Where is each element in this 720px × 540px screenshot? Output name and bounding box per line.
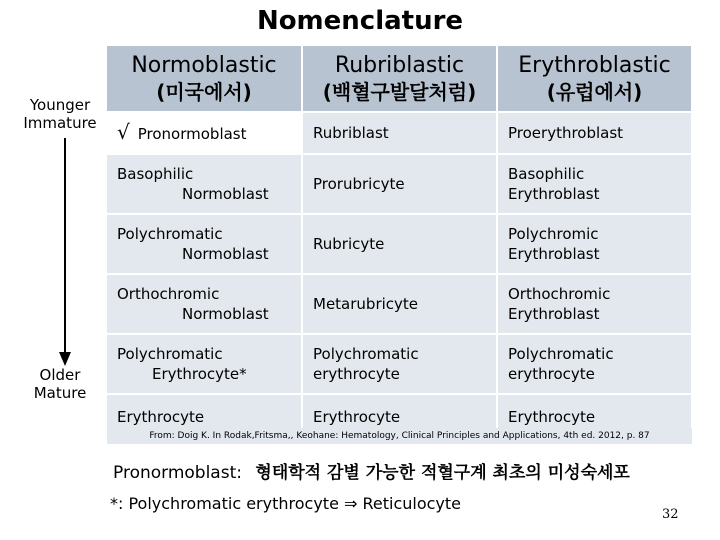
- page-number: 32: [662, 507, 679, 522]
- table-cell: [302, 214, 497, 274]
- cell-line1: Rubriblast: [313, 124, 389, 142]
- cell-line1: Prorubricyte: [313, 175, 405, 193]
- pronormoblast-note-label: Pronormoblast:: [113, 463, 242, 483]
- cell-line2: Erythroblast: [508, 185, 600, 203]
- cell-line1: Polychromatic: [117, 225, 223, 243]
- header-normoblastic: [107, 46, 302, 112]
- cell-line2: Normoblast: [182, 305, 269, 323]
- table-cell: [302, 112, 497, 154]
- cell-line1: Polychromatic: [508, 345, 614, 363]
- cell-line1: Polychromic: [508, 225, 599, 243]
- immature-label: Immature: [23, 114, 97, 132]
- table-row: [107, 112, 692, 154]
- cell-line1: Orthochromic: [117, 285, 220, 303]
- cell-line2: erythrocyte: [313, 365, 400, 383]
- table-cell: [302, 154, 497, 214]
- cell-line2: Normoblast: [182, 245, 269, 263]
- cell-line2: Erythroblast: [508, 245, 600, 263]
- asterisk-note: *: Polychromatic erythrocyte ⇒ Reticulocyte: [110, 494, 461, 513]
- header-rubriblastic: [302, 46, 497, 112]
- table-row: [107, 214, 692, 274]
- page-title: Nomenclature: [256, 6, 464, 36]
- table-cell: [107, 334, 302, 394]
- header-sub: (백혈구발달처럼): [322, 79, 477, 104]
- cell-line1: Basophilic: [117, 165, 194, 183]
- table-row: [107, 154, 692, 214]
- cell-line1: Erythrocyte: [313, 408, 401, 426]
- maturation-arrow-icon: [55, 138, 75, 368]
- table-cell: [107, 112, 302, 154]
- header-sub: (유럽에서): [546, 79, 643, 104]
- citation: From: Doig K. In Rodak,Fritsma,, Keohane: Hematology, Clinical Principles and Applications, 4th ed. 2012, p. 87: [107, 428, 692, 444]
- cell-line1: Polychromatic: [313, 345, 419, 363]
- cell-line1: Basophilic: [508, 165, 585, 183]
- cell-line1: Erythrocyte: [508, 408, 596, 426]
- cell-line1: Metarubricyte: [313, 295, 419, 313]
- table-row: [107, 334, 692, 394]
- header-main: Normoblastic: [131, 52, 277, 78]
- table-cell: [497, 274, 692, 334]
- cell-line1: Rubricyte: [313, 235, 385, 253]
- cell-line1: Pronormoblast: [137, 125, 247, 143]
- table-cell: [302, 274, 497, 334]
- header-sub: (미국에서): [156, 79, 252, 104]
- table-cell: [497, 214, 692, 274]
- table-row: [107, 274, 692, 334]
- cell-line1: Orthochromic: [508, 285, 611, 303]
- header-main: Rubriblastic: [334, 52, 465, 78]
- cell-line1: Proerythroblast: [508, 124, 624, 142]
- header-main: Erythroblastic: [518, 52, 671, 78]
- table-cell: [302, 334, 497, 394]
- younger-label: Younger: [29, 96, 91, 114]
- cell-line1: Polychromatic: [117, 345, 223, 363]
- cell-line2: Erythrocyte*: [152, 365, 247, 383]
- header-erythroblastic: [497, 46, 692, 112]
- pronormoblast-note: [113, 458, 630, 483]
- cell-line2: Normoblast: [182, 185, 269, 203]
- mature-label: Mature: [33, 384, 87, 402]
- older-mature-label: [10, 366, 110, 402]
- pronormoblast-note-desc: 형태학적 감별 가능한 적혈구계 최초의 미성숙세포: [255, 463, 630, 483]
- table-cell: [497, 154, 692, 214]
- table-cell: [107, 274, 302, 334]
- table-cell: [497, 112, 692, 154]
- cell-line2: erythrocyte: [508, 365, 595, 383]
- younger-immature-label: [10, 96, 110, 132]
- cell-line2: Erythroblast: [508, 305, 600, 323]
- cell-line1: Erythrocyte: [117, 408, 205, 426]
- table-cell: [107, 154, 302, 214]
- table-cell: [107, 214, 302, 274]
- nomenclature-table: [107, 46, 693, 441]
- check-mark-icon: √: [117, 120, 130, 144]
- table-header-row: [107, 46, 692, 112]
- older-label: Older: [39, 366, 81, 384]
- table-cell: [497, 334, 692, 394]
